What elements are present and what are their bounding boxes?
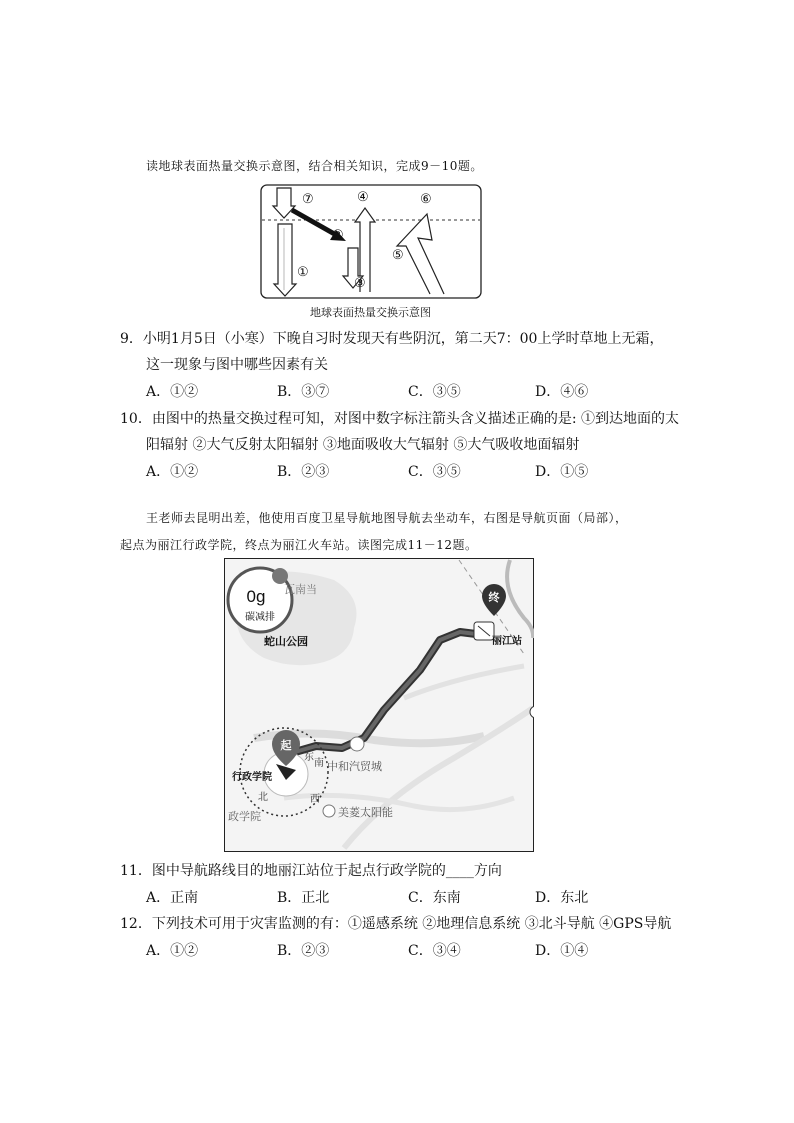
- compass-label-east: 东: [304, 752, 314, 763]
- q12-line1: 12．下列技术可用于灾害监测的有：①遥感系统 ②地理信息系统 ③北斗导航 ④GPS导航: [120, 916, 672, 932]
- navigation-map-svg: [224, 558, 534, 852]
- q11-option-c: C．东南: [408, 890, 461, 906]
- label-6: ⑥: [420, 192, 432, 207]
- q12-option-a: A．①②: [146, 943, 199, 959]
- label-2: ②: [332, 228, 344, 243]
- compass-label-south: 南: [314, 758, 324, 769]
- section2-intro-line2: 起点为丽江行政学院，终点为丽江火车站。读图完成11－12题。: [120, 538, 478, 552]
- station-label: 丽江站: [492, 636, 522, 647]
- label-3: ③: [354, 276, 366, 291]
- q9-option-c: C．③⑤: [408, 384, 461, 400]
- q10-option-b: B．②③: [277, 464, 330, 480]
- q10-option-a: A．①②: [146, 464, 199, 480]
- q12-option-b: B．②③: [277, 943, 330, 959]
- section1-intro: 读地球表面热量交换示意图，结合相关知识，完成9－10题。: [146, 159, 483, 173]
- q12-option-c: C．③④: [408, 943, 461, 959]
- left-cut-label: 政学院: [228, 811, 261, 823]
- park-label: 蛇山公园: [264, 636, 308, 648]
- label-5: ⑤: [392, 248, 404, 263]
- compass-label-west: 西: [310, 794, 320, 805]
- q9-option-a: A．①②: [146, 384, 199, 400]
- heat-exchange-svg: [260, 184, 482, 300]
- label-1: ①: [297, 265, 309, 280]
- q11-option-d: D．东北: [535, 890, 589, 906]
- q10-line2: 阳辐射 ②大气反射太阳辐射 ③地面吸收大气辐射 ⑤大气吸收地面辐射: [146, 437, 580, 453]
- carbon-value: 0g: [246, 587, 266, 606]
- leaf-icon: [272, 568, 288, 584]
- diagram-caption: 地球表面热量交换示意图: [310, 306, 431, 319]
- start-marker-label: 起: [280, 740, 292, 752]
- end-marker-label: 终: [488, 592, 500, 604]
- q12-option-d: D．①④: [535, 943, 589, 959]
- start-name: 行政学院: [232, 772, 272, 783]
- car-icon: [350, 737, 364, 751]
- q10-line1: 10．由图中的热量交换过程可知，对图中数字标注箭头含义描述正确的是: ①到达地面的太: [120, 411, 679, 427]
- navigation-map: [224, 558, 534, 852]
- diagram-border: [261, 185, 481, 298]
- q10-option-c: C．③⑤: [408, 464, 461, 480]
- label-4: ④: [357, 190, 369, 205]
- compass-label-north: 北: [258, 792, 268, 803]
- carbon-label: 碳减排: [245, 612, 275, 623]
- shop-icon: [323, 805, 335, 817]
- q11-option-b: B．正北: [277, 890, 330, 906]
- q11-line1: 11．图中导航路线目的地丽江站位于起点行政学院的____方向: [120, 863, 502, 879]
- arrow-1: [274, 224, 296, 296]
- q10-option-d: D．①⑤: [535, 464, 589, 480]
- arrow-7: [273, 188, 295, 218]
- arrow-5-6: [397, 214, 444, 294]
- section2-intro-line1: 王老师去昆明出差，他使用百度卫星导航地图导航去坐动车，右图是导航页面（局部），: [146, 511, 628, 525]
- q9-option-b: B．③⑦: [277, 384, 330, 400]
- q11-option-a: A．正南: [146, 890, 199, 906]
- label-7: ⑦: [302, 192, 314, 207]
- place-top: 瓦南当: [284, 584, 317, 596]
- q9-option-d: D．④⑥: [535, 384, 589, 400]
- heat-exchange-diagram: [260, 184, 482, 300]
- q9-line2: 这一现象与图中哪些因素有关: [146, 357, 328, 373]
- mall-label: 中和汽贸城: [327, 761, 382, 773]
- q9-line1: 9．小明1月5日（小寒）下晚自习时发现天有些阴沉，第二天7：00上学时草地上无霜，: [120, 331, 664, 347]
- solar-label: 美菱太阳能: [338, 807, 393, 819]
